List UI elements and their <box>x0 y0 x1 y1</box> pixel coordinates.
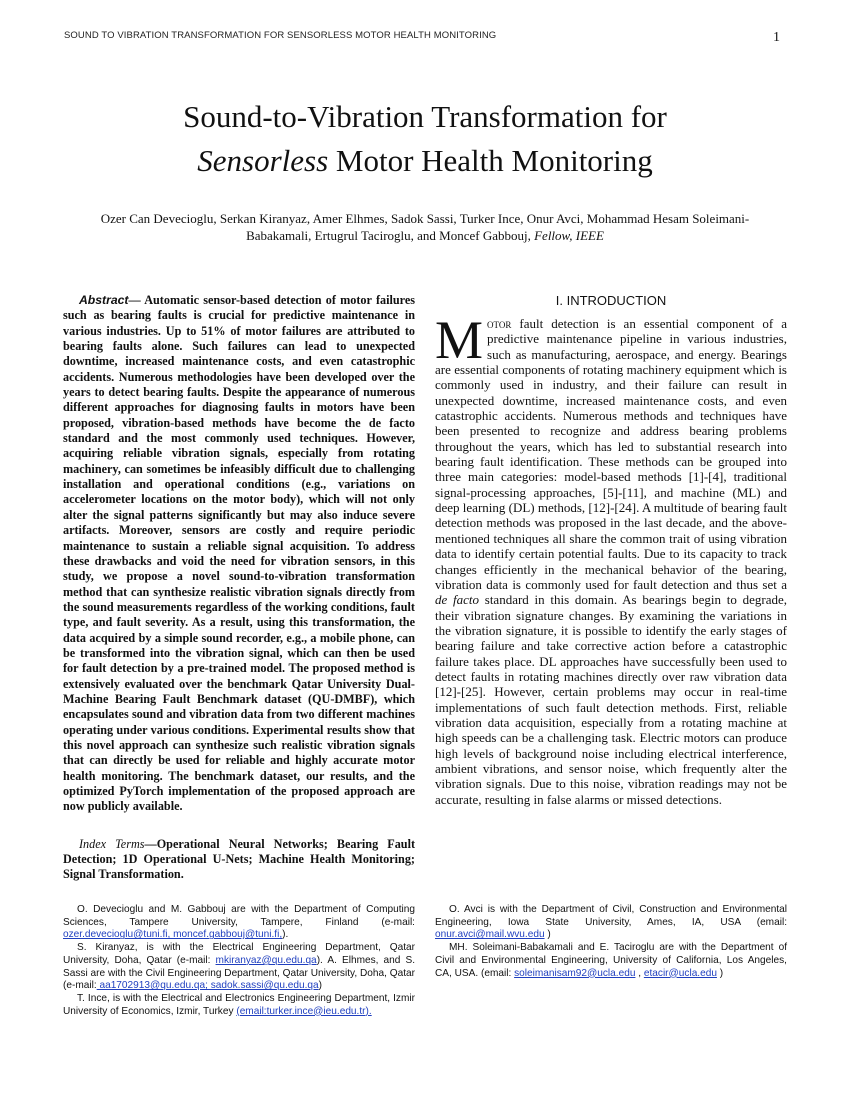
author-honor: Fellow, IEEE <box>534 228 604 243</box>
footnote-text: O. Devecioglu and M. Gabbouj are with the Department of Computing Sciences, Tampere University, Tampere, Finland (e-mail: <box>63 904 415 928</box>
page-number: 1 <box>773 30 780 45</box>
footnotes-left <box>63 904 415 1018</box>
title-line-2 <box>0 139 850 183</box>
footnote-text: ). <box>282 929 289 941</box>
footnote-ince <box>63 993 415 1018</box>
footnote-text: ) <box>544 929 551 941</box>
footnote-soleimani-taciroglu <box>435 942 787 980</box>
intro-text-2: standard in this domain. As bearings begin to degrade, their vibration signature changes. By examining the variations in the vibration signature, it is possible to identify the early stages of bearing failure and take corrective action before a catastrophic failure takes place. DL approaches have successfully been used to detect faults in rotating machines directly over raw vibration data [12]-[25]. However, certain problems may occur in real-time implementations of such fault detection methods. First, reliable vibration data acquisition, especially from a rotating machine at high speeds can be a challenging task. Electric motors can produce high levels of background noise including electrical interference, ambient vibrations, and sensor noise, which frequently alter the vibration signals. Due to this noise, vibration readings may not be accurate, resulting in false alarms or missed detections. <box>435 592 787 807</box>
index-terms <box>63 837 415 883</box>
author-names: Ozer Can Devecioglu, Serkan Kiranyaz, Amer Elhmes, Sadok Sassi, Turker Ince, Onur Avci, Mohammad Hesam Soleimani-Babakamali, Ertugrul Taciroglu, and Moncef Gabbouj, <box>100 211 750 243</box>
drop-cap: M <box>435 310 484 370</box>
title-italic-word: Sensorless <box>197 143 329 178</box>
footnotes-right <box>435 904 787 980</box>
title-line-2-rest: Motor Health Monitoring <box>328 143 653 178</box>
left-column <box>63 293 415 883</box>
footnote-text: MH. Soleimani-Babakamali and E. Taciroglu are with the Department of Civil and Environmental Engineering, University of California, Los Angeles, CA, USA. (email: <box>435 942 787 979</box>
paper-title <box>0 95 850 183</box>
intro-text-1: fault detection is an essential component of a predictive maintenance pipeline in various industries, such as manufacturing, aerospace, and energy. Bearings are essential components of rotating machinery equipment which is commonly used in industry, and their failure can result in unexpected downtime, increased maintenance costs, and even catastrophic accidents. Numerous methods and techniques have been presented to recognize and address bearing problems throughout the years, which has led to substantial research into bearing fault identification. These methods can be grouped into three main categories: model-based methods [1]-[4], traditional signal-processing approaches, [5]-[11], and machine (ML) and deep learning (DL) methods, [12]-[24]. A multitude of bearing fault detection methods was proposed in the last decade, and the above-mentioned techniques all share the common trait of using vibration data to identify certain potential faults. Due to its capacity to track changes efficiently in the mechanical behavior of the bearing, vibration data is commonly used for fault detection and thus set a <box>435 316 787 592</box>
footnote-text: O. Avci is with the Department of Civil, Construction and Environmental Engineering, Iowa State University, Ames, IA, USA (email: <box>435 904 787 928</box>
intro-italic: de facto <box>435 592 480 608</box>
footnote-text: ) <box>318 980 323 992</box>
email-link[interactable]: (email:turker.ince@ieu.edu.tr). <box>236 1005 372 1017</box>
introduction-paragraph <box>435 310 787 807</box>
footnote-avci <box>435 904 787 942</box>
abstract-label: Abstract <box>79 293 129 307</box>
author-list <box>100 210 750 244</box>
footnote-text: S. Kiranyaz, is with the Electrical Engineering Department, Qatar University, Doha, Qatar (e-mail: <box>63 942 415 966</box>
footnote-text: , <box>635 967 644 979</box>
email-link[interactable]: etacir@ucla.edu <box>643 967 717 979</box>
footnote-text: ) <box>716 967 724 979</box>
footnote-text: ). A. Elhmes, and S. Sassi are with the Civil Engineering Department, Qatar University, Doha, Qatar (e-mail: <box>63 954 415 992</box>
footnote-text: T. Ince, is with the Electrical and Electronics Engineering Department, Izmir University of Economics, Izmir, Turkey <box>63 992 415 1017</box>
title-line-1: Sound-to-Vibration Transformation for <box>183 99 667 134</box>
footnote-devecioglu-gabbouj <box>63 904 415 942</box>
right-column <box>435 293 787 807</box>
footnote-kiranyaz-elhmes-sassi <box>63 942 415 993</box>
section-heading-introduction: I. INTRODUCTION <box>555 293 667 308</box>
email-link[interactable]: onur.avci@mail.wvu.edu <box>435 929 545 941</box>
abstract <box>63 293 415 815</box>
email-link[interactable]: soleimanisam92@ucla.edu <box>514 967 636 979</box>
intro-smallcaps: otor <box>487 316 512 331</box>
abstract-text: — Automatic sensor-based detection of motor failures such as bearing faults is crucial for predictive maintenance in various industries. Up to 51% of motor failures are attributed to bearing faults alone. Such failures can lead to unexpected downtime, increased maintenance costs, and even catastrophic accidents. Numerous methodologies have been developed over the years to detect bearing faults. Despite the appearance of numerous different approaches for diagnosing faults in motors have been proposed, vibration-based methods have become the de facto standard and the most commonly used techniques. However, acquiring reliable vibration signals, especially from rotating machinery, can sometimes be infeasibly difficult due to challenging installation and operational conditions (e.g., variations on accelerometer locations on the motor body), which will not only alter the signal patterns significantly but may also induce severe artifacts. Moreover, sensors are costly and require periodic maintenance to sustain a reliable signal acquisition. To address these drawbacks and void the need for vibration sensors, in this study, we propose a novel sound-to-vibration transformation method that can synthesize realistic vibration signals directly from the sound measurements regardless of the working conditions, fault type, and fault severity. As a result, using this transformation, the data acquired by a simple sound recorder, e.g., a mobile phone, can be transformed into the vibration signal, which can then be used for fault detection by a pre-trained model. The proposed method is extensively evaluated over the benchmark Qatar University Dual-Machine Bearing Fault Benchmark dataset (QU-DMBF), which encapsulates sound and vibration data from two different machines operating under various conditions. Experimental results show that this novel approach can synthesize such realistic vibration signals that can directly be used for reliable and highly accurate motor health monitoring. The benchmark dataset, our results, and the optimized PyTorch implementation of the proposed approach are now publicly available. <box>63 293 415 814</box>
running-header: SOUND TO VIBRATION TRANSFORMATION FOR SENSORLESS MOTOR HEALTH MONITORING <box>64 30 497 41</box>
index-terms-text: —Operational Neural Networks; Bearing Fault Detection; 1D Operational U-Nets; Machine Health Monitoring; Signal Transformation. <box>63 836 416 882</box>
index-terms-label: Index Terms <box>79 836 145 851</box>
email-link[interactable]: mkiranyaz@qu.edu.qa <box>215 954 317 966</box>
email-link[interactable]: aa1702913@qu.edu.qa; sadok.sassi@qu.edu.qa <box>96 980 319 992</box>
email-link[interactable]: ozer.devecioglu@tuni.fi, moncef.gabbouj@tuni.fi, <box>63 929 283 941</box>
